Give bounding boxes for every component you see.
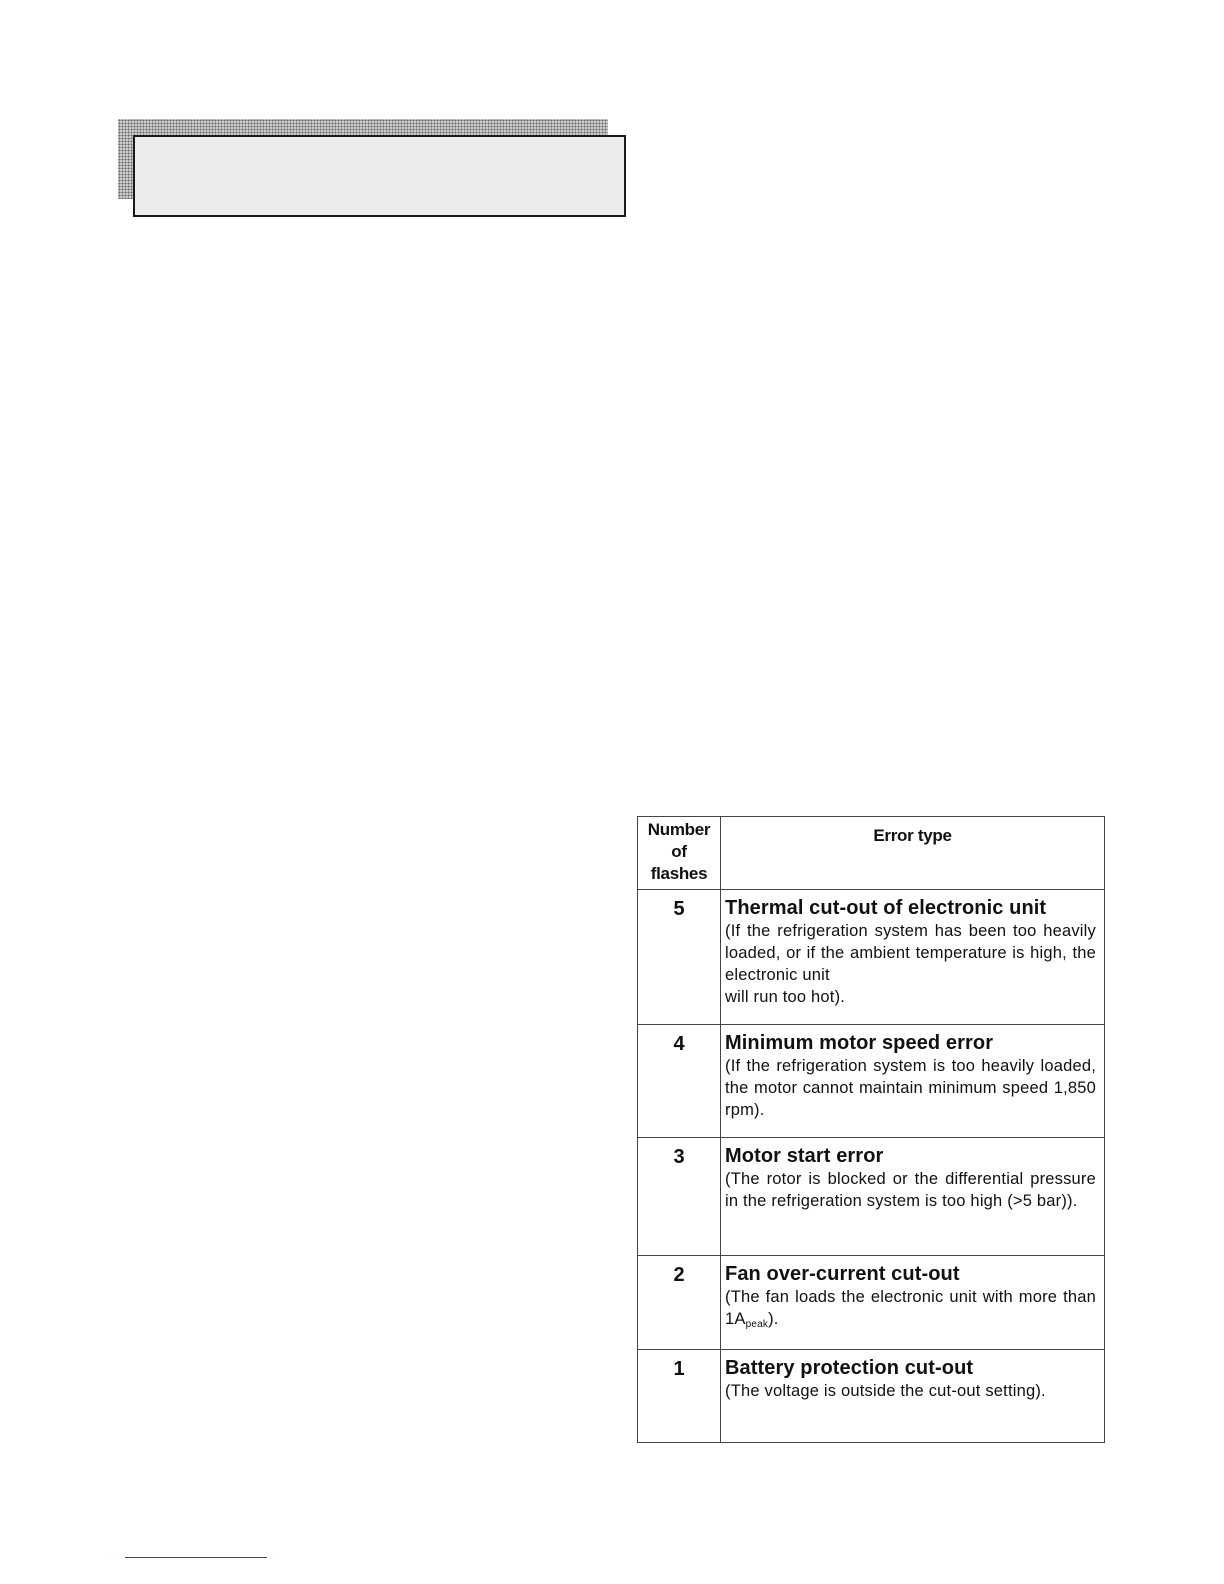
table-row	[638, 1138, 1105, 1256]
flashes-count: 5	[638, 890, 721, 1025]
error-title: Minimum motor speed error	[725, 1032, 994, 1054]
flashes-count: 1	[638, 1350, 721, 1443]
title-box	[133, 135, 626, 217]
error-title: Fan over-current cut-out	[725, 1263, 960, 1285]
error-description-continued: will run too hot).	[725, 988, 846, 1006]
footer-rule	[125, 1557, 267, 1558]
error-description-text: (The fan loads the electronic unit with more than 1A	[725, 1288, 1096, 1328]
header-number-of-flashes	[638, 817, 721, 890]
error-type-cell	[721, 1350, 1105, 1443]
flashes-count: 4	[638, 1025, 721, 1138]
header-number-line2: of	[671, 842, 687, 861]
error-type-cell	[721, 1138, 1105, 1256]
header-error-type: Error type	[721, 817, 1105, 890]
header-number-line1: Number	[647, 820, 711, 839]
error-type-cell	[721, 1256, 1105, 1350]
error-title: Battery protection cut-out	[725, 1357, 974, 1379]
header-number-line3: flashes	[650, 864, 708, 883]
error-description: (If the refrigeration system is too heavily loaded, the motor cannot maintain minimum speed 1,850 rpm).	[725, 1057, 1096, 1119]
table-row	[638, 890, 1105, 1025]
error-description-subscript: peak	[745, 1319, 769, 1330]
table-header-row	[638, 817, 1105, 890]
flashes-count: 3	[638, 1138, 721, 1256]
error-title: Thermal cut-out of electronic unit	[725, 897, 1047, 919]
error-description	[725, 1286, 1096, 1336]
error-description: (If the refrigeration system has been too heavily loaded, or if the ambient temperature is high, the electronic unit	[725, 922, 1096, 984]
error-description: (The rotor is blocked or the differential pressure in the refrigeration system is too high (>5 bar)).	[725, 1170, 1096, 1210]
error-description-suffix: ).	[768, 1310, 779, 1328]
table-row	[638, 1256, 1105, 1350]
error-type-cell	[721, 890, 1105, 1025]
error-description: (The voltage is outside the cut-out setting).	[725, 1382, 1046, 1400]
table-row	[638, 1025, 1105, 1138]
flashes-count: 2	[638, 1256, 721, 1350]
error-type-cell	[721, 1025, 1105, 1138]
error-code-table	[637, 816, 1105, 1443]
error-title: Motor start error	[725, 1145, 884, 1167]
table-row	[638, 1350, 1105, 1443]
